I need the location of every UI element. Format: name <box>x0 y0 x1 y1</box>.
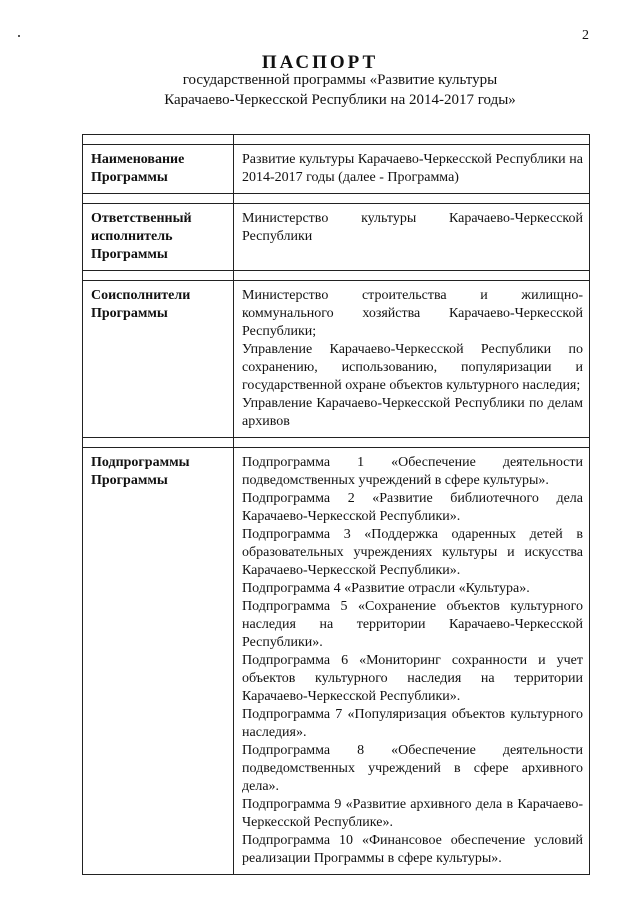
row-value <box>234 448 590 875</box>
passport-table <box>82 134 590 875</box>
row-label: Подпрограммы Программы <box>83 448 234 875</box>
row-label: Соисполнители Программы <box>83 281 234 438</box>
row-label: Ответственный исполнитель Программы <box>83 204 234 271</box>
table-row-responsible-executor <box>83 204 590 271</box>
table-spacer <box>83 271 590 281</box>
subtitle-line-2: Карачаево-Черкесской Республики на 2014-2017 годы» <box>164 92 516 108</box>
subprogram-item: Подпрограмма 4 «Развитие отрасли «Культура». <box>242 581 530 596</box>
table-spacer <box>83 194 590 204</box>
table-row-subprograms <box>83 448 590 875</box>
table-top-spacer <box>83 135 590 145</box>
subprogram-item: Подпрограмма 8 «Обеспечение деятельности подведомственных учреждений в сфере архивного дела». <box>242 743 583 794</box>
scan-speck <box>18 35 20 37</box>
table-row-program-name <box>83 145 590 194</box>
subprogram-item: Подпрограмма 1 «Обеспечение деятельности подведомственных учреждений в сфере культуры». <box>242 455 583 488</box>
co-executor-item: Министерство строительства и жилищно-коммунального хозяйства Карачаево-Черкесской Республики; <box>242 288 583 339</box>
table-row-co-executors <box>83 281 590 438</box>
subprogram-item: Подпрограмма 10 «Финансовое обеспечение условий реализации Программы в сфере культуры». <box>242 833 583 866</box>
subprogram-item: Подпрограмма 7 «Популяризация объектов культурного наследия». <box>242 707 583 740</box>
subprogram-item: Подпрограмма 3 «Поддержка одаренных детей в образовательных учреждениях культуры и искусства Карачаево-Черкесской Республики». <box>242 527 583 578</box>
co-executor-item: Управление Карачаево-Черкесской Республики по делам архивов <box>242 396 583 429</box>
row-value: Развитие культуры Карачаево-Черкесской Республики на 2014-2017 годы (далее - Программа) <box>234 145 590 194</box>
row-value: Министерство культуры Карачаево-Черкесской Республики <box>234 204 590 271</box>
document-subtitle <box>0 70 640 110</box>
row-label: Наименование Программы <box>83 145 234 194</box>
subprogram-item: Подпрограмма 2 «Развитие библиотечного дела Карачаево-Черкесской Республики». <box>242 491 583 524</box>
co-executor-item: Управление Карачаево-Черкесской Республики по сохранению, использованию, популяризации и государственной охране объектов культурного наследия; <box>242 342 583 393</box>
page-number: 2 <box>582 28 589 43</box>
subprogram-item: Подпрограмма 6 «Мониторинг сохранности и учет объектов культурного наследия на территории Карачаево-Черкесской Республики». <box>242 653 583 704</box>
row-value <box>234 281 590 438</box>
document-title: ПАСПОРТ <box>261 52 379 73</box>
subtitle-line-1: государственной программы «Развитие культуры <box>182 72 498 88</box>
subprogram-item: Подпрограмма 5 «Сохранение объектов культурного наследия на территории Карачаево-Черкесской Республики». <box>242 599 583 650</box>
table-spacer <box>83 438 590 448</box>
subprogram-item: Подпрограмма 9 «Развитие архивного дела в Карачаево-Черкесской Республике». <box>242 797 583 830</box>
